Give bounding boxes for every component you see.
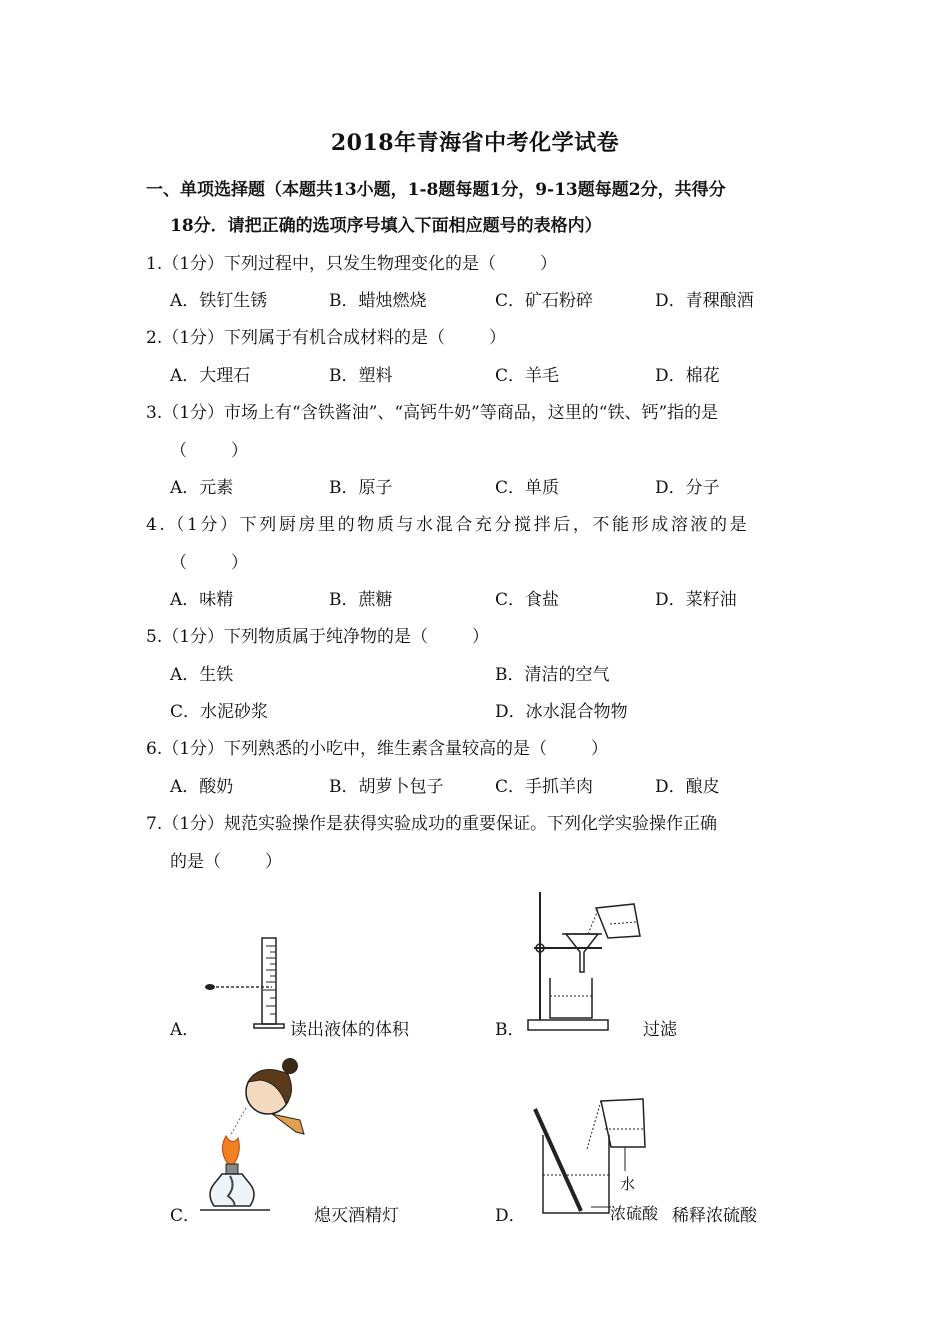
question-2: 2.（1分）下列属于有机合成材料的是（ ） <box>146 328 507 348</box>
q7-option-b-letter: B． <box>495 1020 525 1040</box>
q7-option-c-caption: 熄灭酒精灯 <box>314 1206 399 1226</box>
q7-option-a-letter: A． <box>170 1020 200 1040</box>
q3-option-d: D．分子 <box>655 478 720 498</box>
q1-option-b: B．蜡烛燃烧 <box>329 291 427 311</box>
q6-option-d: D．酿皮 <box>655 777 720 797</box>
question-4-paren: （ ） <box>170 553 248 573</box>
question-3: 3.（1分）市场上有“含铁酱油”、“高钙牛奶”等商品，这里的“铁、钙”指的是 <box>146 403 719 423</box>
q6-option-a: A．酸奶 <box>170 777 234 797</box>
q3-option-a: A．元素 <box>170 478 234 498</box>
alcohol-lamp-figure <box>200 1052 312 1218</box>
question-7: 7.（1分）规范实验操作是获得实验成功的重要保证。下列化学实验操作正确 <box>146 814 718 834</box>
question-5: 5.（1分）下列物质属于纯净物的是（ ） <box>146 627 490 647</box>
q1-option-a: A．铁钉生锈 <box>170 291 268 311</box>
q5-option-c: C．水泥砂浆 <box>170 702 269 722</box>
q1-option-d: D．青稞酿酒 <box>655 291 754 311</box>
question-1: 1.（1分）下列过程中，只发生物理变化的是（ ） <box>146 254 558 274</box>
q6-option-c: C．手抓羊肉 <box>495 777 594 797</box>
question-4: 4.（1分）下列厨房里的物质与水混合充分搅拌后，不能形成溶液的是 <box>146 515 750 535</box>
section-heading-line2: 18分．请把正确的选项序号填入下面相应题号的表格内） <box>170 216 602 236</box>
q7-option-d-caption: 稀释浓硫酸 <box>672 1206 757 1226</box>
q5-option-d: D．冰水混合物物 <box>495 702 628 722</box>
q5-option-b: B．清洁的空气 <box>495 665 610 685</box>
q4-option-d: D．菜籽油 <box>655 590 737 610</box>
q2-option-c: C．羊毛 <box>495 366 560 386</box>
q2-option-b: B．塑料 <box>329 366 393 386</box>
q4-option-b: B．蔗糖 <box>329 590 393 610</box>
q1-option-c: C．矿石粉碎 <box>495 291 594 311</box>
q7-option-a-caption: 读出液体的体积 <box>290 1020 409 1040</box>
acid-label: 浓硫酸 <box>610 1204 659 1223</box>
q3-option-b: B．原子 <box>329 478 393 498</box>
q2-option-a: A．大理石 <box>170 366 251 386</box>
q4-option-a: A．味精 <box>170 590 234 610</box>
graduated-cylinder-figure <box>200 930 290 1030</box>
q3-option-c: C．单质 <box>495 478 560 498</box>
q5-option-a: A．生铁 <box>170 665 234 685</box>
q2-option-d: D．棉花 <box>655 366 720 386</box>
question-6: 6.（1分）下列熟悉的小吃中，维生素含量较高的是（ ） <box>146 739 609 759</box>
q7-option-b-caption: 过滤 <box>643 1020 677 1040</box>
q4-option-c: C．食盐 <box>495 590 560 610</box>
water-label: 水 <box>620 1175 636 1193</box>
question-7-line2: 的是（ ） <box>170 852 282 872</box>
q7-option-d-letter: D． <box>495 1206 526 1226</box>
question-3-paren: （ ） <box>170 441 248 461</box>
section-heading-line1: 一、单项选择题（本题共13小题，1-8题每题1分，9-13题每题2分，共得分 <box>146 180 726 200</box>
q7-option-c-letter: C． <box>170 1206 201 1226</box>
filtration-figure <box>522 888 652 1038</box>
page-title: 2018年青海省中考化学试卷 <box>330 130 620 156</box>
q6-option-b: B．胡萝卜包子 <box>329 777 444 797</box>
